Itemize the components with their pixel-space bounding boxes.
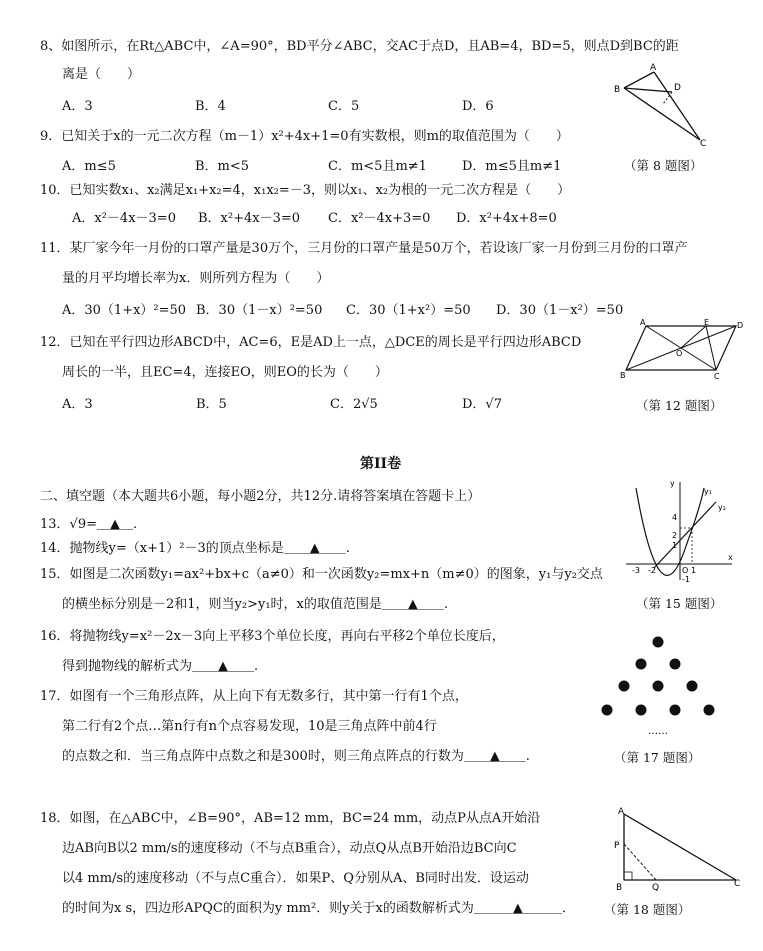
q15-fig-label-neg1: -1: [682, 575, 690, 584]
q12-option-a: A．3: [62, 397, 93, 412]
q12-fig-label-a: A: [640, 318, 646, 327]
q18-fig-label-q: Q: [652, 883, 660, 892]
q11-option-a: A．30（1+x）²=50: [62, 303, 187, 318]
q16-line2: 得到抛物线的解析式为＿＿▲＿＿.: [62, 659, 259, 674]
q12-option-c: C．2√5: [330, 397, 378, 412]
q15-fig-label-2: 2: [672, 531, 678, 540]
q9-option-c: C．m<5且m≠1: [328, 159, 427, 174]
q12-fig-label-c: C: [714, 372, 720, 380]
q8-fig-label-b: B: [614, 85, 621, 95]
q8-option-d: D．6: [462, 99, 494, 114]
q15-fig-label-x: x: [728, 553, 733, 562]
q18-line4: 的时间为x s，四边形APQC的面积为y mm²．则y关于x的函数解析式为＿＿＿▲＿＿＿．: [62, 901, 575, 916]
q17-line3: 的点数之和．当三角点阵中点数之和是300时，则三角点阵点的行数为＿＿▲＿＿.: [62, 749, 530, 764]
q18-line1: 18．如图，在△ABC中，∠B=90°，AB=12 mm，BC=24 mm，动点P从点A开始沿: [40, 811, 541, 826]
q9-stem: 9．已知关于x的一元二次方程（m－1）x²+4x+1=0有实数根，则m的取值范围为（ ）: [40, 129, 569, 144]
q12-option-d: D．√7: [462, 397, 502, 412]
q14: 14．抛物线y=（x+1）²－3的顶点坐标是＿＿▲＿＿.: [40, 541, 350, 556]
q15-line2: 的横坐标分别是－2和1，则当y₂>y₁时，x的取值范围是＿＿▲＿＿.: [62, 597, 449, 612]
q11-line1: 11．某厂家今年一月份的口罩产量是30万个，三月份的口罩产量是50万个，若设该厂家一月份到三月份的口罩产: [40, 241, 688, 256]
q15-fig-label-4: 4: [672, 513, 678, 522]
q12-figure: [618, 318, 748, 380]
q15-figure-caption: （第 15 题图）: [636, 596, 723, 611]
q9-option-a: A．m≤5: [62, 159, 116, 174]
part2-title: 第II卷: [360, 456, 402, 472]
q12-option-b: B．5: [196, 397, 227, 412]
q15-line1: 15．如图是二次函数y₁=ax²+bx+c（a≠0）和一次函数y₂=mx+n（m≠0）的图象，y₁与y₂交点: [40, 567, 603, 582]
q12-line2: 周长的一半，且EC=4，连接EO，则EO的长为（ ）: [62, 365, 388, 380]
q11-option-d: D．30（1－x²）=50: [496, 303, 624, 318]
q17-dot-triangle: [590, 632, 730, 742]
q8-figure: [610, 62, 720, 148]
q18-fig-label-c: C: [734, 879, 741, 889]
q15-fig-label-y: y: [670, 479, 675, 488]
q8-fig-label-c: C: [700, 139, 707, 148]
q13: 13．√9=＿▲＿.: [40, 517, 138, 532]
q12-figure-caption: （第 12 题图）: [636, 398, 723, 413]
q10-option-c: C．x²－4x+3=0: [328, 211, 431, 226]
q17-dots-ellipsis: ……: [648, 726, 668, 737]
q12-fig-label-o: O: [676, 349, 683, 358]
q18-fig-label-a: A: [618, 807, 625, 817]
q8-fig-label-a: A: [650, 63, 657, 73]
q10-option-b: B．x²+4x－3=0: [198, 211, 301, 226]
q8-fig-label-d: D: [674, 83, 681, 93]
q18-figure: [608, 806, 748, 892]
q15-fig-label-neg2: -2: [648, 566, 656, 575]
q15-fig-label-neg3: -3: [632, 566, 640, 575]
q9-option-b: B．m<5: [195, 159, 250, 174]
q10-option-a: A．x²－4x－3=0: [72, 211, 176, 226]
q17-figure-caption: （第 17 题图）: [614, 750, 701, 765]
q18-line3: 以4 mm/s的速度移动（不与点C重合）．如果P、Q分别从A、B同时出发．设运动: [62, 871, 529, 886]
q18-fig-label-p: P: [614, 841, 620, 851]
q18-figure-caption: （第 18 题图）: [604, 902, 691, 917]
q12-line1: 12．已知在平行四边形ABCD中，AC=6，E是AD上一点，△DCE的周长是平行四边形ABCD: [40, 335, 582, 350]
q11-line2: 量的月平均增长率为x．则所列方程为（ ）: [62, 271, 330, 286]
q10-option-d: D．x²+4x+8=0: [456, 211, 557, 226]
q12-fig-label-b: B: [620, 371, 626, 380]
q11-option-b: B．30（1－x）²=50: [196, 303, 323, 318]
q18-line2: 边AB向B以2 mm/s的速度移动（不与点B重合），动点Q从点B开始沿边BC向C: [62, 841, 517, 856]
q15-figure: [620, 476, 738, 584]
q12-fig-label-e: E: [704, 318, 710, 327]
q15-fig-label-origin: O: [682, 566, 689, 575]
q11-option-c: C．30（1+x²）=50: [346, 303, 471, 318]
q8-line1: 8、如图所示，在Rt△ABC中，∠A=90°，BD平分∠ABC，交AC于点D，且AB=4，BD=5，则点D到BC的距: [40, 39, 679, 54]
q17-line2: 第二行有2个点…第n行有n个点容易发现，10是三角点阵中前4行: [62, 719, 437, 734]
q8-figure-caption: （第 8 题图）: [624, 158, 703, 173]
q15-fig-label-y2: y₂: [718, 503, 726, 512]
q18-fig-label-b: B: [616, 883, 623, 892]
q10-stem: 10．已知实数x₁、x₂满足x₁+x₂=4，x₁x₂=－3，则以x₁、x₂为根的一元二次方程是（ ）: [40, 183, 571, 198]
section2-heading: 二、填空题（本大题共6小题，每小题2分，共12分.请将答案填在答题卡上）: [40, 489, 481, 504]
q15-fig-label-x1: 1: [691, 566, 697, 575]
q17-line1: 17．如图有一个三角形点阵，从上向下有无数多行，其中第一行有1个点，: [40, 689, 468, 704]
q15-fig-label-1: 1: [672, 541, 678, 550]
q8-option-a: A．3: [62, 99, 93, 114]
q16-line1: 16．将抛物线y=x²－2x－3向上平移3个单位长度，再向右平移2个单位长度后，: [40, 629, 505, 644]
q8-option-b: B．4: [195, 99, 226, 114]
q8-option-c: C．5: [328, 99, 360, 114]
q8-line2: 离是（ ）: [62, 67, 141, 82]
q12-fig-label-d: D: [737, 321, 744, 330]
q15-fig-label-y1: y₁: [704, 487, 712, 496]
q9-option-d: D．m≤5且m≠1: [462, 159, 562, 174]
